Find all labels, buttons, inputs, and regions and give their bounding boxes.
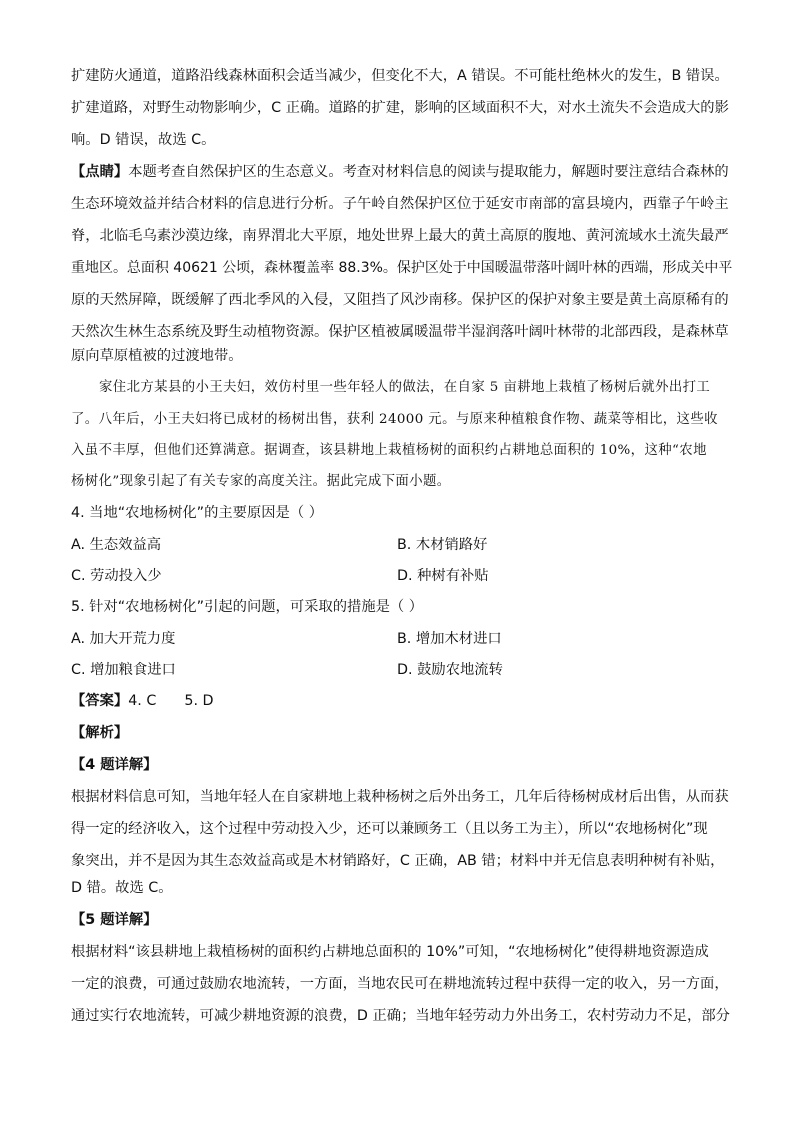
question-4-stem: 4. 当地“农地杨树化”的主要原因是（ ） bbox=[71, 505, 323, 521]
dianjing-first-line bbox=[71, 162, 729, 182]
jiexi-tag: 【解析】 bbox=[71, 725, 129, 741]
dianjing-line: 天然次生林生态系统及野生动植物资源。保护区植被属暖温带半湿润落叶阔叶林带的北部西段，是森林草 bbox=[71, 324, 729, 340]
question-5-stem: 5. 针对“农地杨树化”引起的问题，可采取的措施是（ ） bbox=[71, 599, 424, 615]
detail-5-line: 一定的浪费，可通过鼓励农地流转，一方面，当地农民可在耕地流转过程中获得一定的收入，另一方面， bbox=[71, 976, 729, 992]
detail-4-line: D 错。故选 C。 bbox=[71, 880, 173, 896]
question-4-option-c[interactable]: C. 劳动投入少 bbox=[71, 568, 162, 584]
dianjing-text: 本题考查自然保护区的生态意义。考查对材料信息的阅读与提取能力，解题时要注意结合森林的 bbox=[128, 164, 729, 180]
dianjing-line: 生态环境效益并结合材料的信息进行分析。子午岭自然保护区位于延安市南部的富县境内，西靠子午岭主 bbox=[71, 196, 729, 212]
dianjing-tag: 【点睛】 bbox=[71, 164, 129, 180]
prev-explanation-line: 响。D 错误，故选 C。 bbox=[71, 132, 216, 148]
material-line: 了。八年后，小王夫妇将已成材的杨树出售，获利 24000 元。与原来种植粮食作物、蔬菜等相比，这些收 bbox=[71, 412, 718, 427]
answer-5: 5. D bbox=[184, 693, 214, 709]
question-4-option-d[interactable]: D. 种树有补贴 bbox=[397, 568, 489, 584]
dianjing-line: 脊，北临毛乌素沙漠边缘，南界渭北大平原，地处世界上最大的黄土高原的腹地、黄河流域水土流失最严 bbox=[71, 228, 729, 244]
prev-explanation-line: 扩建防火通道，道路沿线森林面积会适当减少，但变化不大，A 错误。不可能杜绝林火的发生，B 错误。 bbox=[71, 68, 729, 84]
dianjing-line: 重地区。总面积 40621 公顷，森林覆盖率 88.3%。保护区处于中国暖温带落叶阔叶林的西端，形成关中平 bbox=[71, 260, 733, 276]
answer-tag: 【答案】 bbox=[71, 693, 129, 709]
prev-explanation-line: 扩建道路，对野生动物影响少，C 正确。道路的扩建，影响的区域面积不大，对水土流失不会造成大的影 bbox=[71, 100, 729, 116]
answer-line bbox=[71, 691, 214, 711]
detail-4-line: 得一定的经济收入，这个过程中劳动投入少，还可以兼顾务工（且以务工为主），所以“农地杨树化”现 bbox=[71, 821, 708, 837]
question-4-option-a[interactable]: A. 生态效益高 bbox=[71, 537, 162, 553]
detail-5-line: 根据材料“该县耕地上栽植杨树的面积约占耕地总面积的 10%”可知，“农地杨树化”使得耕地资源造成 bbox=[71, 944, 709, 960]
question-5-option-a[interactable]: A. 加大开荒力度 bbox=[71, 631, 176, 647]
material-line: 杨树化”现象引起了有关专家的高度关注。据此完成下面小题。 bbox=[71, 474, 451, 489]
detail-4-tag: 【4 题详解】 bbox=[71, 757, 158, 773]
question-5-option-d[interactable]: D. 鼓励农地流转 bbox=[397, 662, 503, 678]
detail-5-line: 通过实行农地流转，可减少耕地资源的浪费，D 正确；当地年轻劳动力外出务工，农村劳动力不足，部分 bbox=[71, 1008, 730, 1024]
detail-4-line: 象突出，并不是因为其生态效益高或是木材销路好，C 正确，AB 错；材料中并无信息表明种树有补贴， bbox=[71, 853, 725, 869]
material-line: 家住北方某县的小王夫妇，效仿村里一些年轻人的做法，在自家 5 亩耕地上栽植了杨树后就外出打工 bbox=[99, 380, 711, 395]
answer-4: 4. C bbox=[128, 693, 157, 709]
dianjing-line: 原向草原植被的过渡地带。 bbox=[71, 348, 243, 364]
detail-4-line: 根据材料信息可知，当地年轻人在自家耕地上栽种杨树之后外出务工，几年后待杨树成材后出售，从而获 bbox=[71, 789, 729, 805]
dianjing-line: 原的天然屏障，既缓解了西北季风的入侵，又阻挡了风沙南移。保护区的保护对象主要是黄土高原稀有的 bbox=[71, 292, 729, 308]
question-4-option-b[interactable]: B. 木材销路好 bbox=[397, 537, 488, 553]
question-5-option-b[interactable]: B. 增加木材进口 bbox=[397, 631, 502, 647]
material-line: 入虽不丰厚，但他们还算满意。据调查，该县耕地上栽植杨树的面积约占耕地总面积的 10%，这种“农地 bbox=[71, 443, 707, 458]
detail-5-tag: 【5 题详解】 bbox=[71, 912, 158, 928]
question-5-option-c[interactable]: C. 增加粮食进口 bbox=[71, 662, 176, 678]
